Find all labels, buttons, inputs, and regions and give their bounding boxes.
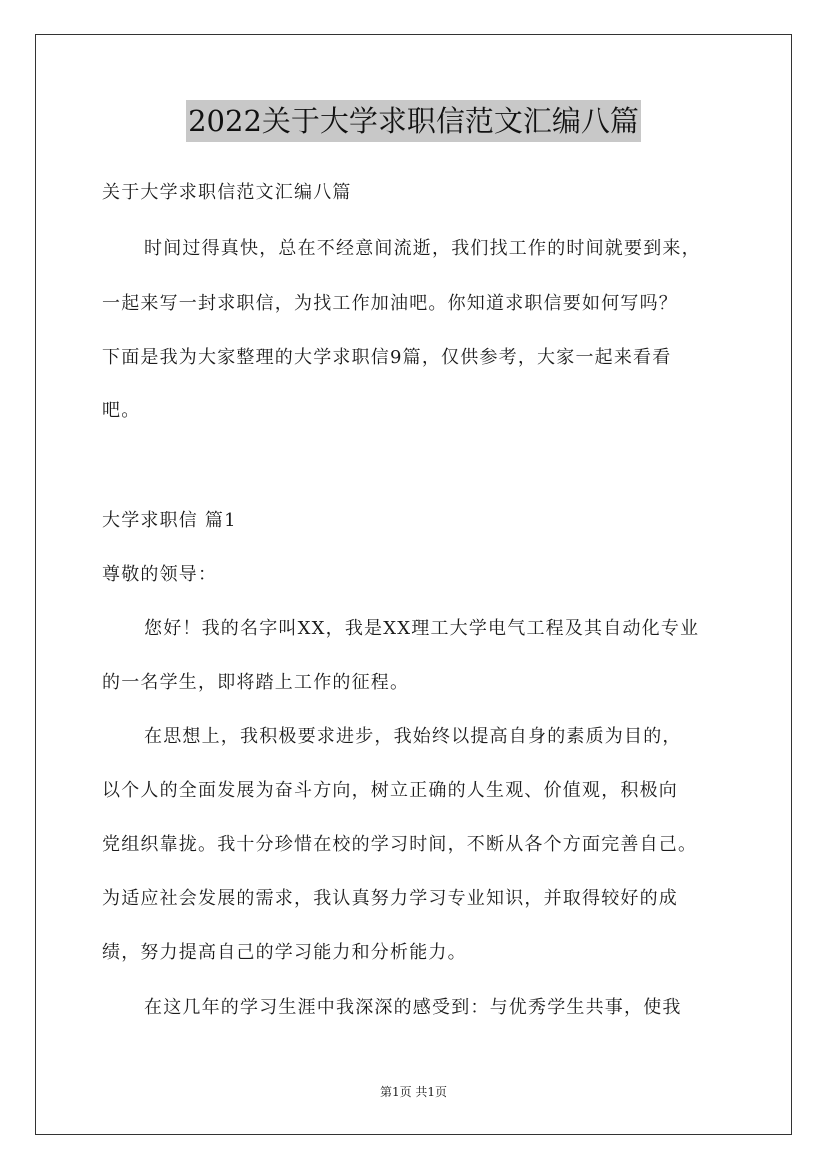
salutation: 尊敬的领导： xyxy=(102,564,218,585)
document-subtitle: 关于大学求职信范文汇编八篇 xyxy=(102,182,352,203)
body-line: 的一名学生，即将踏上工作的征程。 xyxy=(102,672,410,693)
document-title: 2022关于大学求职信范文汇编八篇 xyxy=(186,100,641,142)
body-line: 以个人的全面发展为奋斗方向，树立正确的人生观、价值观，积极向 xyxy=(102,780,678,801)
body-line: 为适应社会发展的需求，我认真努力学习专业知识，并取得较好的成 xyxy=(102,888,678,909)
page-footer: 第1页 共1页 xyxy=(379,1085,448,1099)
body-line: 党组织靠拢。我十分珍惜在校的学习时间，不断从各个方面完善自己。 xyxy=(102,834,698,855)
section-heading: 大学求职信 篇1 xyxy=(102,510,237,531)
intro-line: 一起来写一封求职信，为找工作加油吧。你知道求职信要如何写吗？ xyxy=(102,293,678,314)
body-line: 在思想上，我积极要求进步，我始终以提高自身的素质为目的， xyxy=(144,726,682,747)
title-container xyxy=(0,100,827,142)
intro-line: 时间过得真快，总在不经意间流逝，我们找工作的时间就要到来， xyxy=(144,238,701,259)
intro-line: 下面是我为大家整理的大学求职信9篇，仅供参考，大家一起来看看 xyxy=(102,347,672,368)
body-line: 绩，努力提高自己的学习能力和分析能力。 xyxy=(102,942,467,963)
intro-line: 吧。 xyxy=(102,400,141,421)
body-line: 在这几年的学习生涯中我深深的感受到：与优秀学生共事，使我 xyxy=(144,997,682,1018)
body-line: 您好！我的名字叫XX，我是XX理工大学电气工程及其自动化专业 xyxy=(144,618,700,639)
